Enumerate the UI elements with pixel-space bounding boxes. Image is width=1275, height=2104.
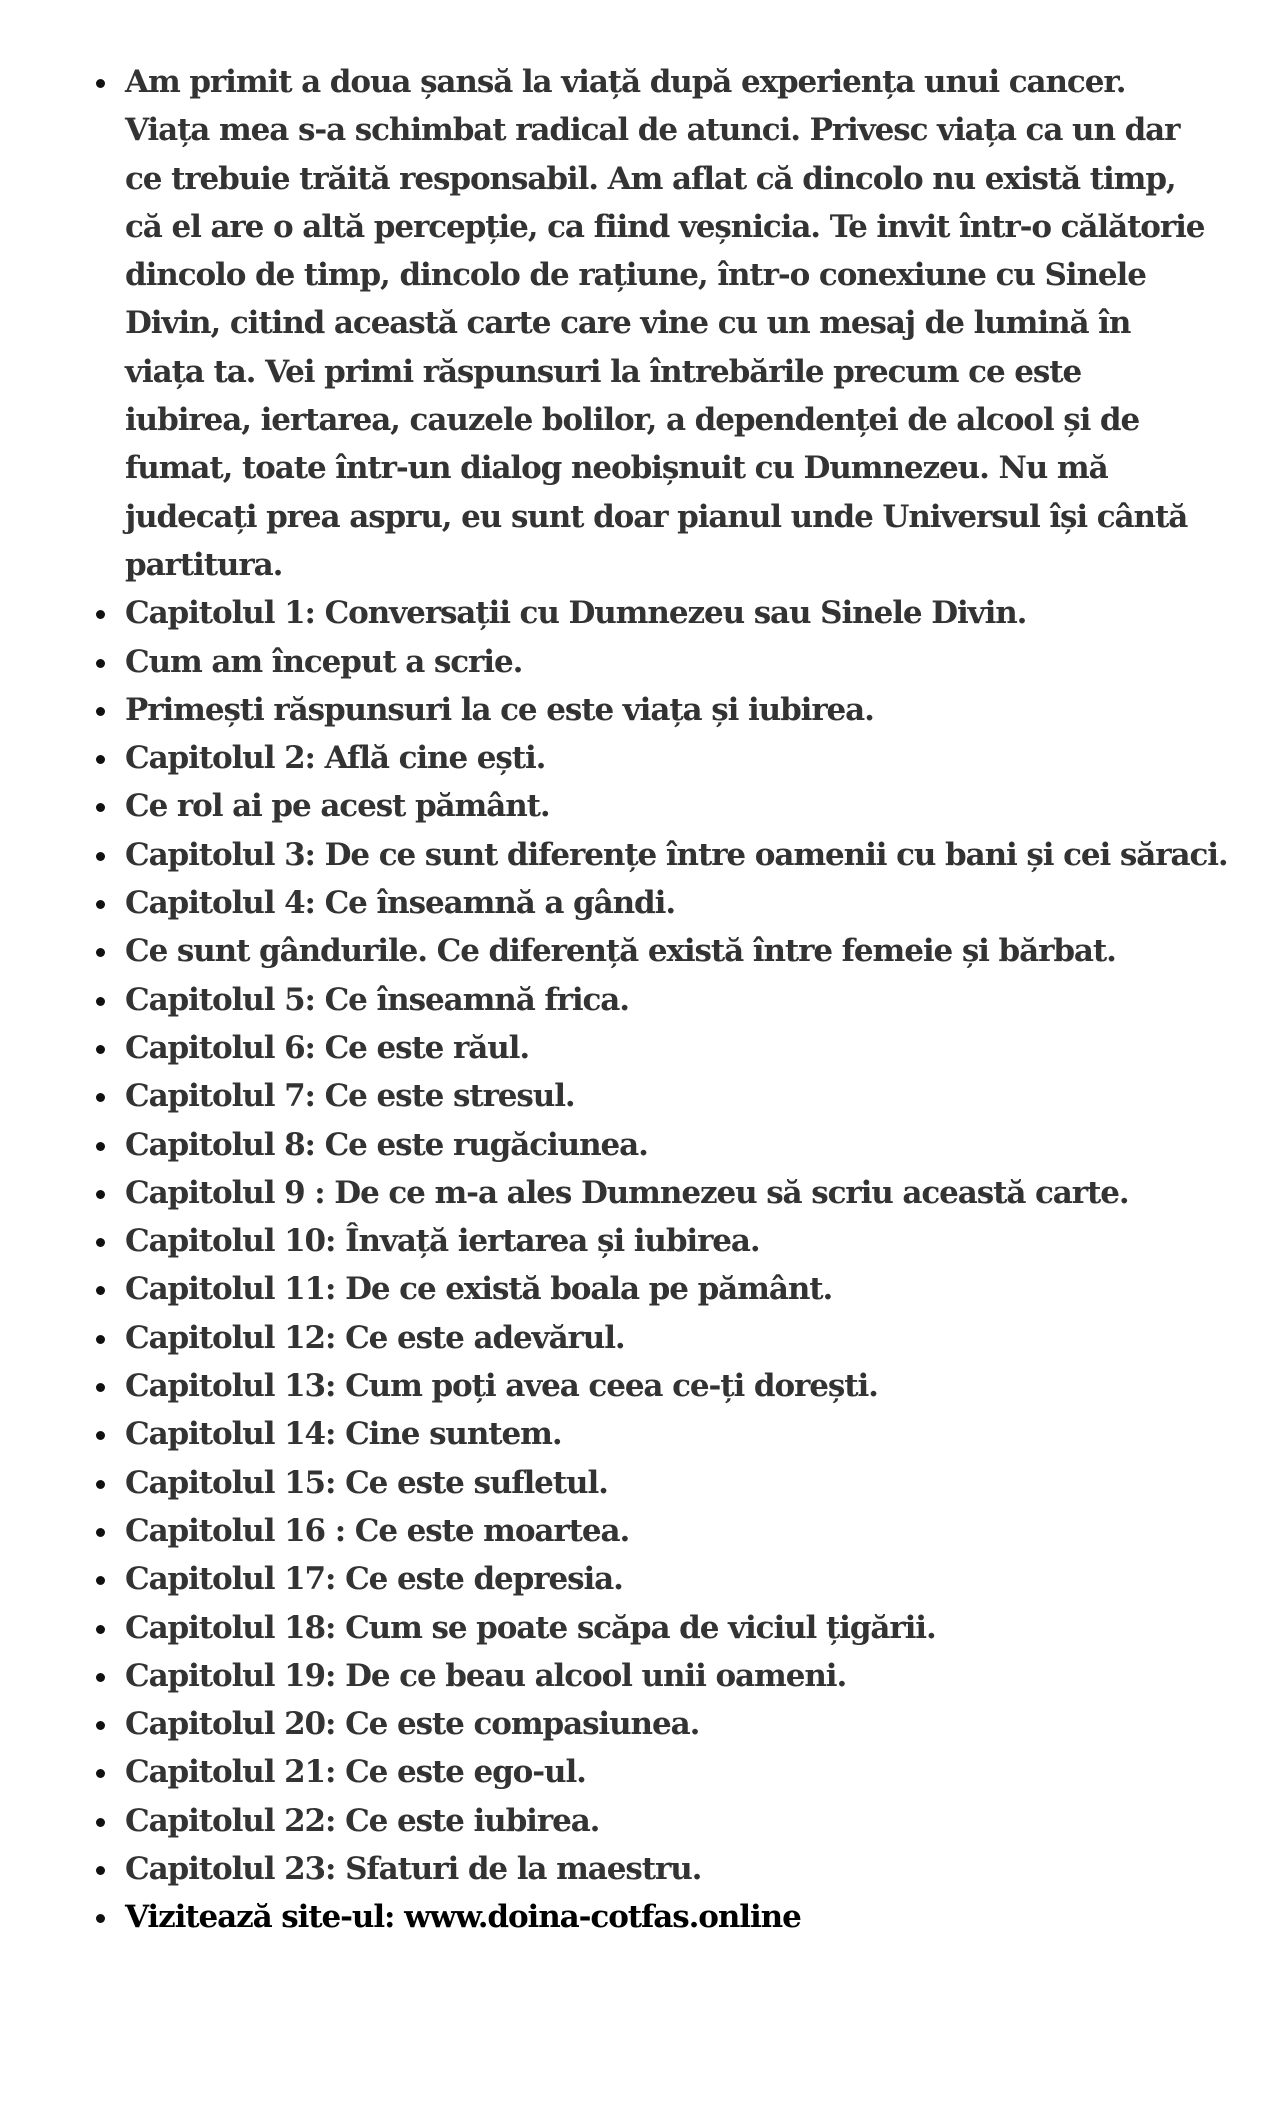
list-item-text: Primești răspunsuri la ce este viața și iubirea. (125, 691, 874, 728)
list-item (125, 1217, 1210, 1265)
bullet-icon (96, 1914, 105, 1923)
bullet-icon (96, 1528, 105, 1537)
list-item (125, 1652, 1210, 1700)
bullet-icon (96, 1721, 105, 1730)
bullet-icon (96, 1093, 105, 1102)
list-item-text: Ce sunt gândurile. Ce diferență există între femeie și bărbat. (125, 933, 1116, 970)
list-item-text: Ce rol ai pe acest pământ. (125, 788, 550, 825)
list-item-text: Capitolul 13: Cum poți avea ceea ce-ți dorești. (125, 1368, 878, 1405)
list-item-text: Capitolul 6: Ce este răul. (125, 1029, 530, 1066)
list-item-text: Capitolul 4: Ce înseamnă a gândi. (125, 885, 676, 922)
list-item-text: Capitolul 14: Cine suntem. (125, 1416, 562, 1453)
bullet-icon (96, 1818, 105, 1827)
bullet-icon (96, 803, 105, 812)
bullet-icon (96, 610, 105, 619)
list-item-text: Capitolul 7: Ce este stresul. (125, 1078, 575, 1115)
list-item (125, 927, 1210, 975)
list-item-text: Capitolul 3: De ce sunt diferențe între oamenii cu bani și cei săraci. (125, 836, 1228, 873)
list-item (125, 976, 1210, 1024)
list-item (125, 1748, 1210, 1796)
list-item-text: Capitolul 11: De ce există boala pe pământ. (125, 1271, 833, 1308)
bullet-list (125, 58, 1228, 1942)
website-link-item[interactable] (125, 1893, 1210, 1941)
list-item (125, 1314, 1210, 1362)
bullet-icon (96, 852, 105, 861)
bullet-icon (96, 1625, 105, 1634)
list-item-text: Capitolul 1: Conversații cu Dumnezeu sau Sinele Divin. (125, 595, 1027, 632)
list-item (125, 1072, 1210, 1120)
list-item-text: Capitolul 5: Ce înseamnă frica. (125, 981, 629, 1018)
list-item (125, 1604, 1210, 1652)
list-item-text: Cum am început a scrie. (125, 643, 523, 680)
list-item-text: Capitolul 20: Ce este compasiunea. (125, 1706, 700, 1743)
list-item (125, 1555, 1210, 1603)
bullet-icon (96, 1335, 105, 1344)
list-item-text: Capitolul 9 : De ce m-a ales Dumnezeu să scriu această carte. (125, 1174, 1129, 1211)
list-item (125, 1024, 1210, 1072)
bullet-icon (96, 755, 105, 764)
list-item (125, 1410, 1210, 1458)
intro-text: Am primit a doua șansă la viață după experiența unui cancer. Viața mea s-a schimbat radical de atunci. Privesc viața ca un dar ce trebuie trăită responsabil. Am aflat că dincolo nu există timp, că el are o altă percepție, ca fiind veșnicia. Te invit într-o călătorie dincolo de timp, dincolo de rațiune, într-o conexiune cu Sinele Divin, citind această carte care vine cu un mesaj de lumină în viața ta. Vei primi răspunsuri la întrebările precum ce este iubirea, iertarea, cauzele bolilor, a dependenței de alcool și de fumat, toate într-un dialog neobișnuit cu Dumnezeu. Nu mă judecați prea aspru, eu sunt doar pianul unde Universul își cântă partitura. (125, 64, 1205, 583)
list-item-text: Capitolul 16 : Ce este moartea. (125, 1512, 630, 1549)
list-item (125, 686, 1210, 734)
bullet-icon (96, 1769, 105, 1778)
list-item-text: Capitolul 15: Ce este sufletul. (125, 1464, 608, 1501)
list-item (125, 1169, 1210, 1217)
website-link-text[interactable]: Vizitează site-ul: www.doina-cotfas.online (125, 1899, 801, 1936)
bullet-icon (96, 79, 105, 88)
list-item (125, 1700, 1210, 1748)
list-item (125, 1362, 1210, 1410)
bullet-icon (96, 1238, 105, 1247)
list-item (125, 638, 1210, 686)
list-item-text: Capitolul 2: Află cine ești. (125, 740, 546, 777)
list-item (125, 879, 1210, 927)
bullet-icon (96, 1673, 105, 1682)
bullet-icon (96, 659, 105, 668)
bullet-icon (96, 1383, 105, 1392)
list-item-text: Capitolul 22: Ce este iubirea. (125, 1802, 600, 1839)
list-item (125, 1265, 1210, 1313)
list-item (125, 1507, 1210, 1555)
bullet-icon (96, 1142, 105, 1151)
bullet-icon (96, 900, 105, 909)
list-item-text: Capitolul 21: Ce este ego-ul. (125, 1754, 586, 1791)
list-item-text: Capitolul 18: Cum se poate scăpa de viciul țigării. (125, 1609, 936, 1646)
list-item-text: Capitolul 10: Învață iertarea și iubirea. (125, 1223, 760, 1260)
list-item (125, 782, 1210, 830)
bullet-icon (96, 1576, 105, 1585)
bullet-icon (96, 1286, 105, 1295)
bullet-icon (96, 1480, 105, 1489)
list-item (125, 1459, 1210, 1507)
bullet-icon (96, 1431, 105, 1440)
list-item (125, 1845, 1210, 1893)
list-item-text: Capitolul 23: Sfaturi de la maestru. (125, 1850, 702, 1887)
list-item (125, 1797, 1210, 1845)
list-item (125, 734, 1210, 782)
list-item (125, 1121, 1210, 1169)
bullet-icon (96, 1190, 105, 1199)
list-item (125, 589, 1210, 637)
bullet-icon (96, 997, 105, 1006)
bullet-icon (96, 1045, 105, 1054)
bullet-icon (96, 1866, 105, 1875)
list-item-text: Capitolul 12: Ce este adevărul. (125, 1319, 625, 1356)
bullet-icon (96, 948, 105, 957)
intro-paragraph (125, 58, 1210, 589)
list-item-text: Capitolul 8: Ce este rugăciunea. (125, 1126, 648, 1163)
bullet-icon (96, 707, 105, 716)
list-item-text: Capitolul 19: De ce beau alcool unii oameni. (125, 1657, 847, 1694)
list-item (125, 831, 1228, 879)
list-item-text: Capitolul 17: Ce este depresia. (125, 1561, 623, 1598)
